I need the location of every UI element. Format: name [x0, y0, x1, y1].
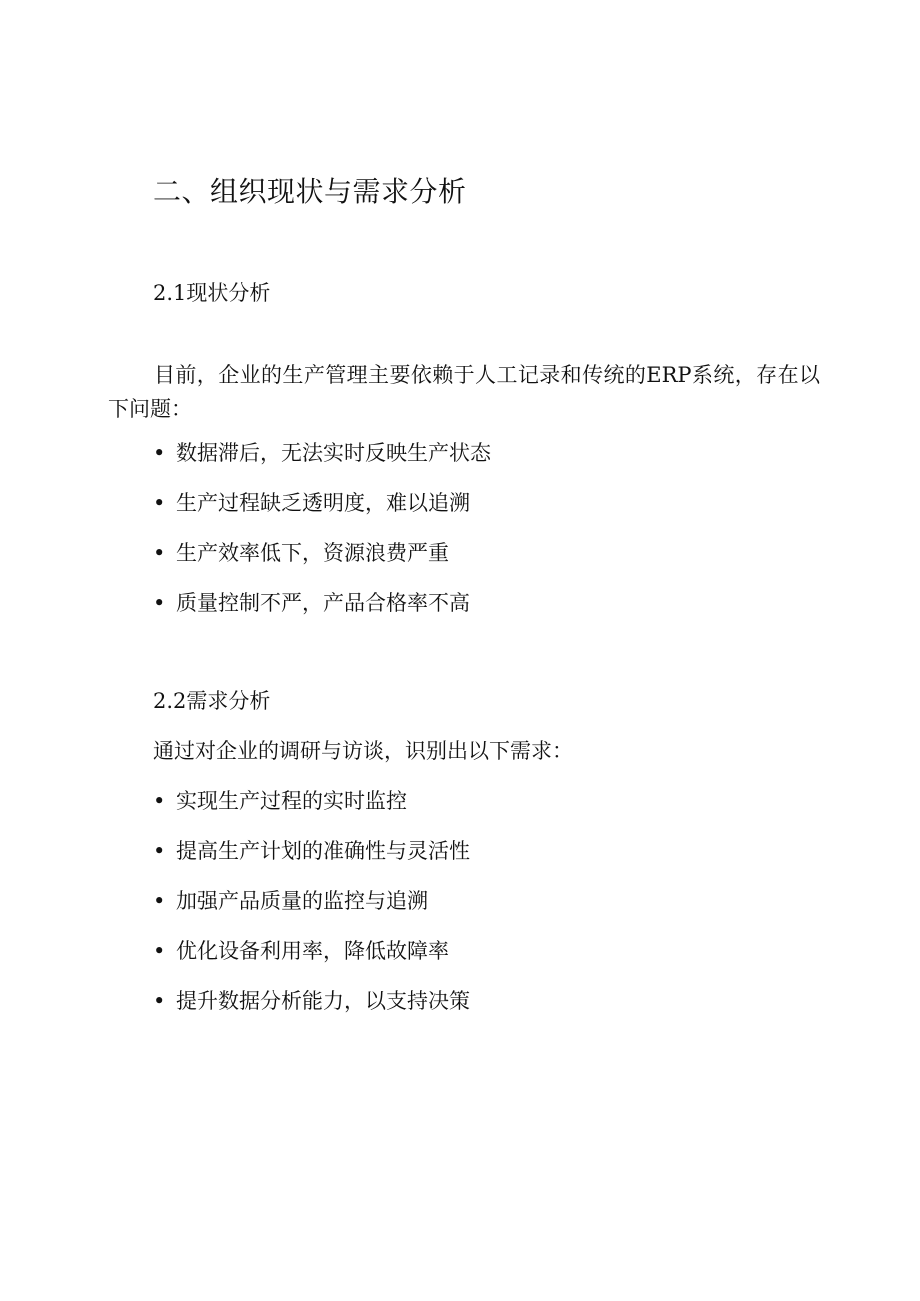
list-item: [153, 588, 491, 638]
list-item-text: 数据滞后，无法实时反映生产状态: [176, 441, 491, 465]
list-item-text: 提高生产计划的准确性与灵活性: [176, 839, 470, 863]
bullet-dot: •: [153, 491, 166, 515]
list-item: [153, 836, 470, 886]
bullet-dot: •: [153, 541, 166, 565]
list-item-text: 生产效率低下，资源浪费严重: [176, 541, 449, 565]
list-item-text: 提升数据分析能力，以支持决策: [176, 989, 470, 1013]
list-item: [153, 786, 470, 836]
bullet-dot: •: [153, 939, 166, 963]
bullet-dot: •: [153, 591, 166, 615]
list-item: [153, 488, 491, 538]
list-item: [153, 936, 470, 986]
bullet-dot: •: [153, 989, 166, 1013]
current-status-heading: 2.1现状分析: [153, 281, 271, 305]
current-status-paragraph: 目前，企业的生产管理主要依赖于人工记录和传统的ERP系统，存在以下问题：: [108, 363, 820, 421]
requirements-list: [153, 786, 470, 1036]
list-item: [153, 886, 470, 936]
section-title: 二、组织现状与需求分析: [153, 175, 467, 208]
list-item: [153, 438, 491, 488]
requirements-intro: 通过对企业的调研与访谈，识别出以下需求：: [153, 739, 573, 763]
list-item: [153, 986, 470, 1036]
list-item-text: 生产过程缺乏透明度，难以追溯: [176, 491, 470, 515]
list-item: [153, 538, 491, 588]
current-status-list: [153, 438, 491, 638]
bullet-dot: •: [153, 441, 166, 465]
bullet-dot: •: [153, 839, 166, 863]
list-item-text: 实现生产过程的实时监控: [176, 789, 407, 813]
bullet-dot: •: [153, 889, 166, 913]
bullet-dot: •: [153, 789, 166, 813]
list-item-text: 优化设备利用率，降低故障率: [176, 939, 449, 963]
requirements-heading: 2.2需求分析: [153, 689, 271, 713]
list-item-text: 加强产品质量的监控与追溯: [176, 889, 428, 913]
list-item-text: 质量控制不严，产品合格率不高: [176, 591, 470, 615]
